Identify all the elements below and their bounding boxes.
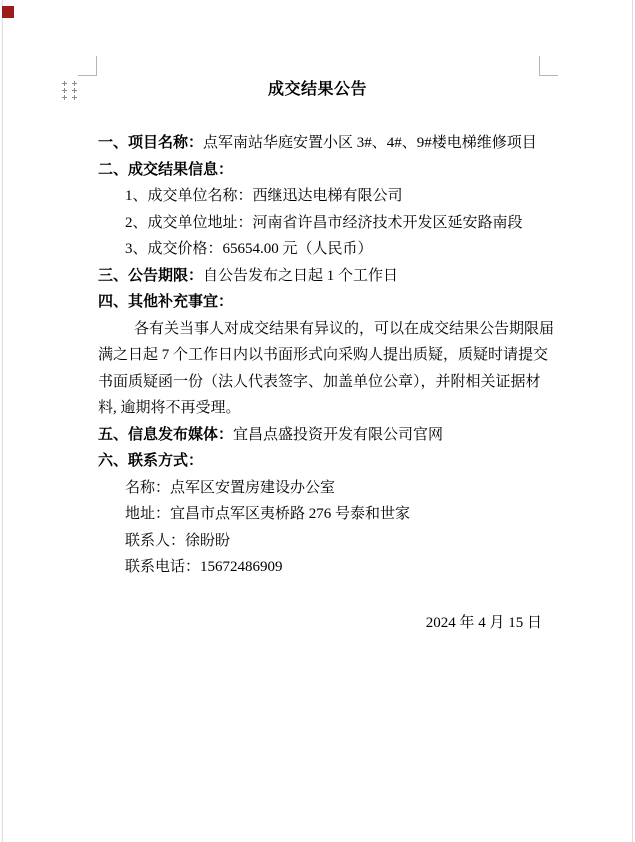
line-text: 地址：宜昌市点军区夷桥路 276 号泰和世家 — [125, 506, 411, 522]
line-text: 1、成交单位名称：西继迅达电梯有限公司 — [125, 188, 403, 204]
drag-dot — [62, 88, 67, 93]
doc-line — [98, 422, 542, 449]
doc-line — [98, 554, 542, 581]
doc-line — [98, 263, 542, 290]
margin-cropmark-left — [78, 56, 97, 76]
line-heading-label: 三、公告期限： — [98, 267, 204, 284]
page-right-edge — [632, 0, 633, 842]
drag-dot — [72, 95, 77, 100]
doc-line — [98, 210, 542, 237]
line-heading-label: 一、项目名称： — [98, 135, 204, 151]
document-body — [98, 130, 555, 581]
line-text: 满之日起 7 个工作日内以书面形式向采购人提出质疑，质疑时请提交 — [98, 347, 549, 363]
document-title: 成交结果公告 — [267, 81, 367, 98]
page-left-edge — [2, 0, 3, 842]
line-text: 3、成交价格：65654.00 元（人民币） — [125, 241, 373, 257]
corner-marker — [2, 6, 14, 18]
line-heading-label: 五、信息发布媒体： — [98, 426, 234, 443]
drag-handle-icon[interactable] — [62, 81, 77, 100]
doc-line — [98, 475, 542, 502]
line-text: 点军南站华庭安置小区 3#、4#、9#楼电梯维修项目 — [203, 135, 537, 151]
line-text: 书面质疑函一份（法人代表签字、加盖单位公章），并附相关证据材 — [98, 373, 541, 390]
line-text: 联系人：徐盼盼 — [125, 532, 231, 549]
line-text: 各有关当事人对成交结果有异议的，可以在成交结果公告期限届 — [134, 320, 555, 337]
doc-line — [98, 369, 542, 396]
doc-line — [98, 157, 542, 184]
line-text: 料, 逾期将不再受理。 — [98, 400, 241, 416]
line-text: 宜昌点盛投资开发有限公司官网 — [233, 426, 444, 443]
doc-line — [98, 448, 542, 475]
doc-line — [98, 130, 542, 157]
doc-line — [98, 289, 542, 316]
doc-line — [98, 236, 542, 263]
doc-line — [98, 183, 542, 210]
line-heading-label: 二、成交结果信息： — [98, 161, 234, 178]
line-text: 自公告发布之日起 1 个工作日 — [203, 267, 399, 284]
margin-cropmark-right — [539, 56, 558, 76]
doc-line — [98, 316, 555, 343]
line-text: 名称：点军区安置房建设办公室 — [125, 479, 336, 496]
line-heading-label: 四、其他补充事宜： — [98, 294, 234, 310]
doc-line — [98, 342, 549, 369]
doc-line — [98, 528, 542, 555]
drag-dot — [72, 81, 77, 86]
document-date: 2024 年 4 月 15 日 — [425, 615, 542, 631]
doc-line — [98, 395, 542, 422]
drag-dot — [62, 81, 67, 86]
drag-dot — [62, 95, 67, 100]
line-heading-label: 六、联系方式： — [98, 453, 204, 469]
line-text: 2、成交单位地址：河南省许昌市经济技术开发区延安路南段 — [125, 214, 523, 231]
line-text: 联系电话：15672486909 — [125, 559, 283, 575]
drag-dot — [72, 88, 77, 93]
doc-line — [98, 501, 542, 528]
